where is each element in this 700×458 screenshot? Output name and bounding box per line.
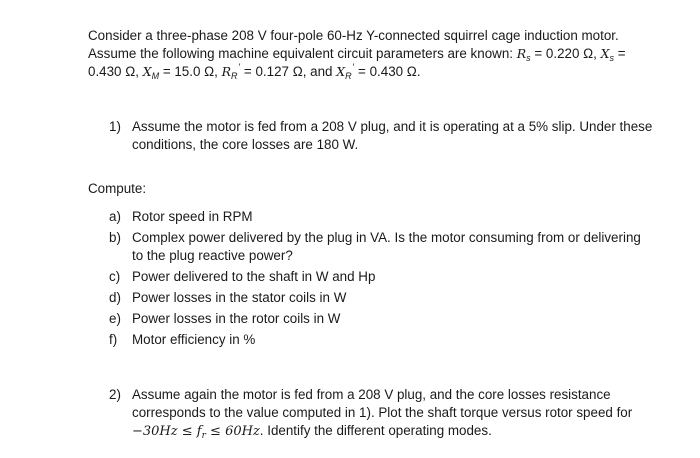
question-2	[109, 386, 679, 441]
list-item-c: c) Power delivered to the shaft in W and Hp	[109, 269, 376, 284]
list-item-d: d) Power losses in the stator coils in W	[109, 290, 347, 305]
xm-symbol: X	[142, 64, 152, 79]
rr-symbol: R	[221, 64, 232, 79]
list-item-f: f) Motor efficiency in %	[109, 332, 256, 347]
question-2-line-2: corresponds to the value computed in 1). Plot the shaft torque versus rotor speed for	[132, 405, 633, 420]
compute-list	[109, 208, 679, 352]
compute-heading: Compute:	[88, 181, 147, 196]
list-item-e: e) Power losses in the rotor coils in W	[109, 311, 341, 326]
question-1-number: 1)	[109, 119, 121, 134]
frequency-range: $-30Hz \le f_r \le 60Hz$	[132, 424, 260, 441]
question-2-line-1: Assume again the motor is fed from a 208 V plug, and the core losses resistance	[132, 387, 611, 402]
list-item-b: b) Complex power delivered by the plug in VA. Is the motor consuming from or delivering to the plug reactive power?	[109, 230, 641, 263]
xs-symbol: X	[600, 46, 610, 61]
intro-line-3: 0.430 Ω, $X_M = 15.0$ Ω, $R_R' = 0.127$ Ω, and $X_R' = 0.430$ Ω.	[88, 62, 421, 81]
question-1	[109, 118, 679, 154]
list-item-a: a) Rotor speed in RPM	[109, 209, 253, 224]
intro-line-1: Consider a three-phase 208 V four-pole 60-Hz Y-connected squirrel cage induction motor.	[88, 28, 619, 43]
problem-statement	[88, 27, 678, 81]
intro-line-2: Assume the following machine equivalent circuit parameters are known: $R_s = 0.220$ Ω, $X_s$ =	[88, 46, 626, 63]
question-1-line-2: conditions, the core losses are 180 W.	[132, 137, 359, 152]
xr-symbol: X	[336, 64, 346, 79]
rs-symbol: R	[516, 46, 527, 61]
question-2-line-3: $-30Hz \le f_r \le 60Hz$. Identify the different operating modes.	[132, 423, 492, 441]
question-1-line-1: Assume the motor is fed from a 208 V plug, and it is operating at a 5% slip. Under these	[132, 119, 653, 134]
question-2-number: 2)	[109, 387, 121, 402]
